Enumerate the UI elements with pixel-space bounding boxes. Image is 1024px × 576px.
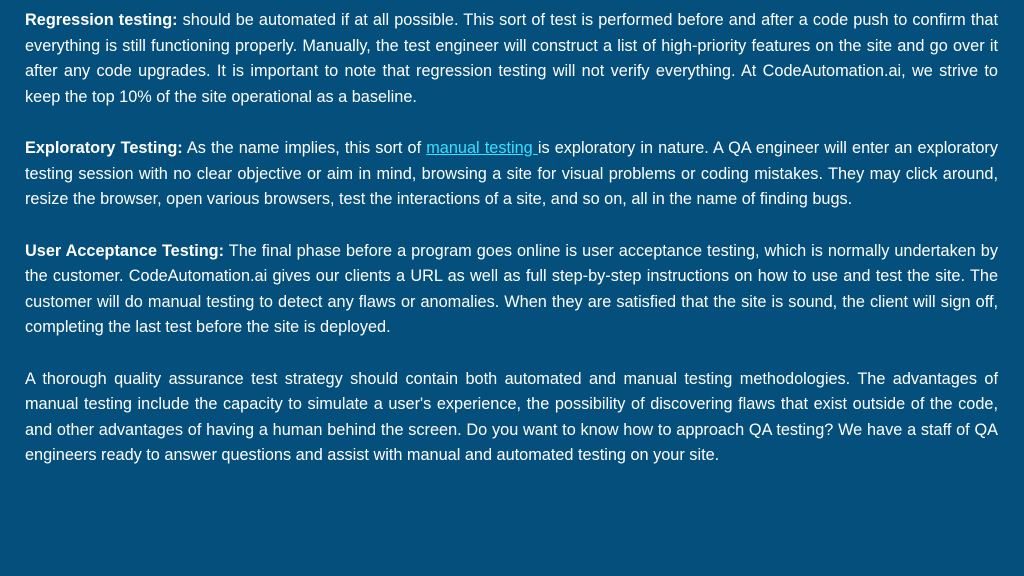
user-acceptance-testing-paragraph bbox=[25, 239, 998, 341]
conclusion-paragraph: A thorough quality assurance test strategy should contain both automated and manual testing methodologies. The advantages of manual testing include the capacity to simulate a user's experience, the possibility of discovering flaws that exist outside of the code, and other advantages of having a human behind the screen. Do you want to know how to approach QA testing? We have a staff of QA engineers ready to answer questions and assist with manual and automated testing on your site. bbox=[25, 369, 998, 464]
exploratory-testing-term: Exploratory Testing: bbox=[25, 139, 183, 157]
manual-testing-link[interactable]: manual testing bbox=[426, 139, 538, 157]
regression-testing-term: Regression testing: bbox=[25, 11, 178, 29]
exploratory-testing-text-before: As the name implies, this sort of bbox=[182, 139, 427, 157]
user-acceptance-testing-text: The final phase before a program goes online is user acceptance testing, which is normally undertaken by the customer. CodeAutomation.ai gives our clients a URL as well as full step-by-step instructions on how to use and test the site. The customer will do manual testing to detect any flaws or anomalies. When they are satisfied that the site is sound, the client will sign off, completing the last test before the site is deployed. bbox=[25, 241, 998, 336]
user-acceptance-testing-term: User Acceptance Testing: bbox=[25, 241, 225, 260]
regression-testing-text: should be automated if at all possible. This sort of test is performed before and after a code push to confirm that everything is still functioning properly. Manually, the test engineer will construct a list of high-priority features on the site and go over it after any code upgrades. It is important to note that regression testing will not verify everything. At CodeAutomation.ai, we strive to keep the top 10% of the site operational as a baseline. bbox=[25, 11, 998, 106]
exploratory-testing-text-after: is exploratory in nature. A QA engineer will enter an exploratory testing session with no clear objective or aim in mind, browsing a site for visual problems or coding mistakes. They may click around, resize the browser, open various browsers, test the interactions of a site, and so on, all in the name of finding bugs. bbox=[25, 139, 998, 208]
exploratory-testing-paragraph bbox=[25, 136, 998, 213]
regression-testing-paragraph bbox=[25, 8, 998, 110]
